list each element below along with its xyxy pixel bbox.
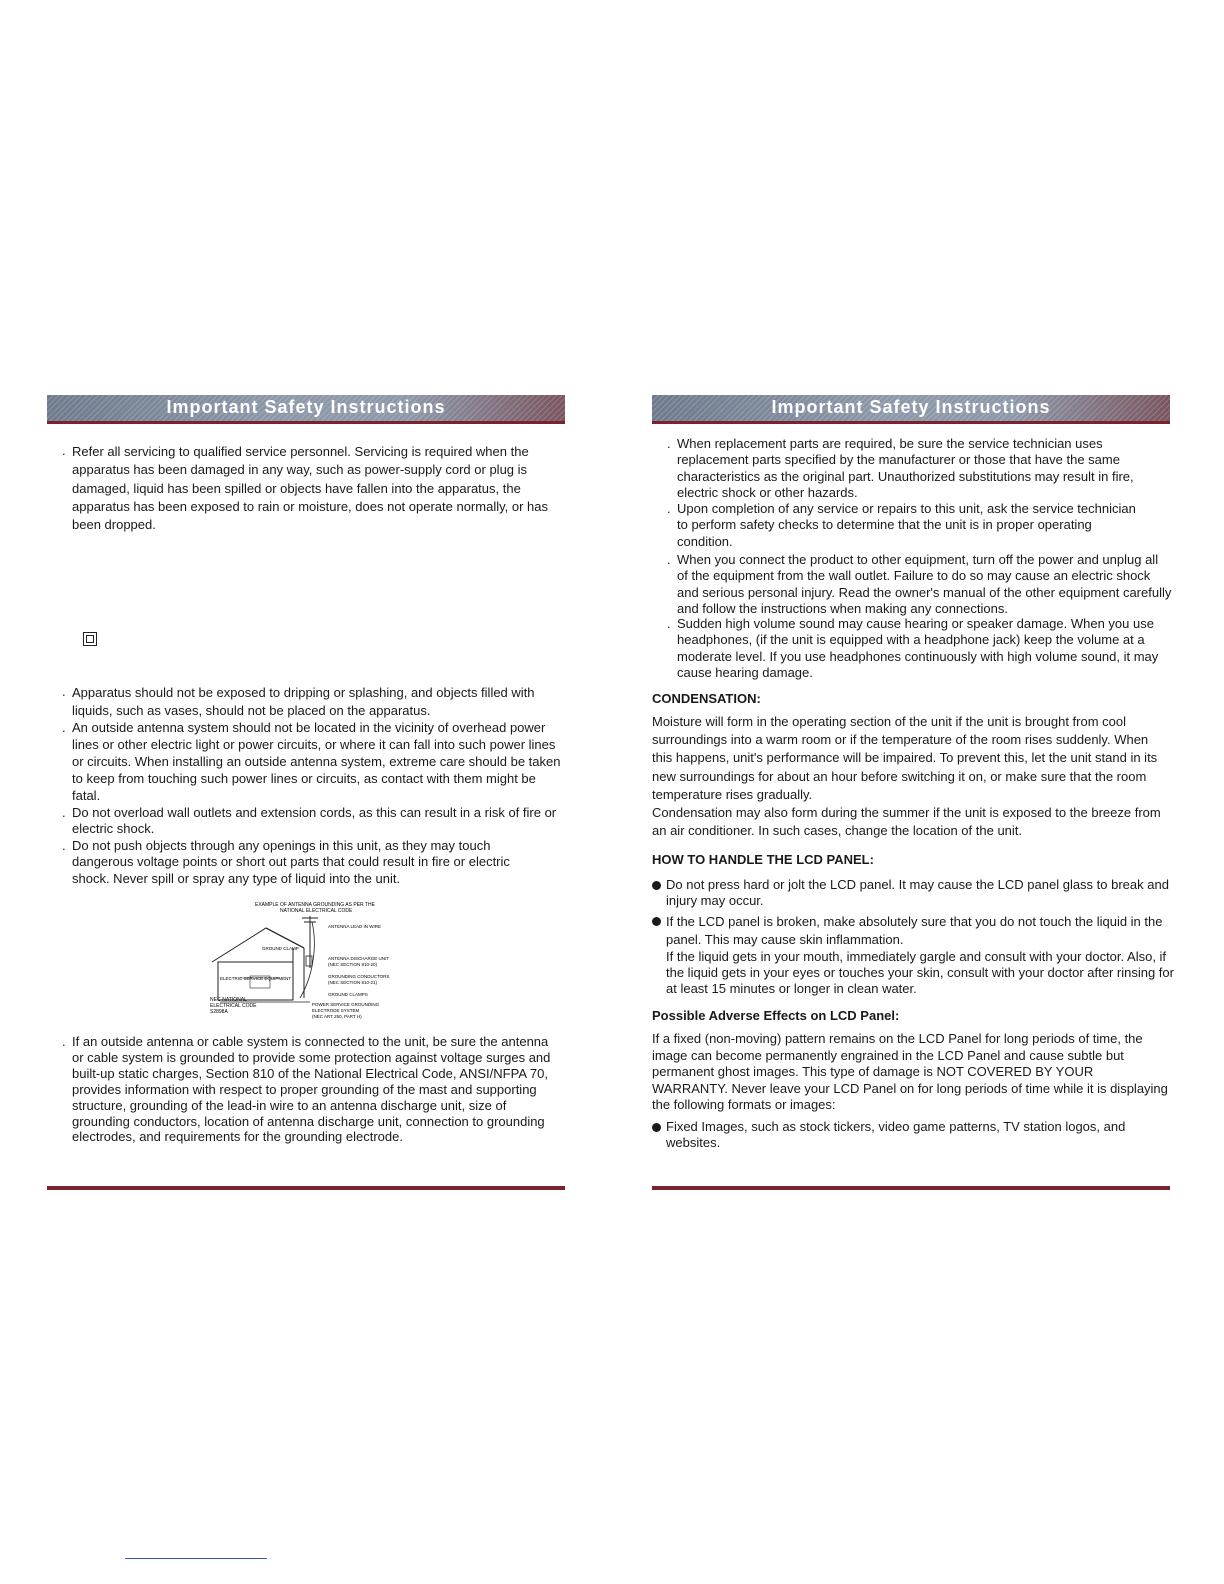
left-footer-bar <box>47 1186 565 1190</box>
condensation-heading: CONDENSATION: <box>652 691 761 706</box>
diagram-discharge-section: (NEC SECTION 810-20) <box>328 962 378 967</box>
diagram-discharge-unit: ANTENNA DISCHARGE UNIT <box>328 956 390 961</box>
condensation-paragraph-1: Moisture will form in the operating section of the unit if the unit is brought from cool surroundings into a warm room or if the temperature of the room rises suddenly. When this happens, unit's performance will be impaired. To prevent this, let the unit stand in its new surroundings for about an hour before switching it on, or make sure that the room temperature rises gradually. <box>652 714 1158 802</box>
diagram-power-line2: ELECTRODE SYSTEM <box>312 1008 360 1013</box>
diagram-power-line1: POWER SERVICE GROUNDING <box>312 1002 380 1007</box>
left-page <box>47 395 565 424</box>
right-header-bar <box>652 395 1170 424</box>
right-item-connect-equipment: . When you connect the product to other equipment, turn off the power and unplug all of the equipment from the wall outlet. Failure to do so may cause an electric shock and serious personal injury. Read the owner's manual of the other equipment carefully and follow the instructions when making any connections. <box>667 552 1172 616</box>
adverse-bullet-fixed-images: Fixed Images, such as stock tickers, video game patterns, TV station logos, and websites. <box>652 1119 1172 1152</box>
right-item-volume: . Sudden high volume sound may cause hearing or speaker damage. When you use headphones, (if the unit is equipped with a headphone jack) keep the volume at a moderate level. If you use headphones continuously with high volume sound, it may cause hearing damage. <box>667 616 1159 680</box>
right-footer-bar <box>652 1186 1170 1190</box>
right-item-replacement-parts: . When replacement parts are required, be sure the service technician uses replacement parts specified by the manufacturer or those that have the same characteristics as the original part. Unauthorized substitutions may result in fire, electric shock or other hazards. <box>667 436 1134 500</box>
bottom-rule <box>125 1558 267 1559</box>
lcd-heading: HOW TO HANDLE THE LCD PANEL: <box>652 852 874 867</box>
diagram-grounding-conductors: GROUNDING CONDUCTORS <box>328 974 390 979</box>
left-header-title: Important Safety Instructions <box>166 397 446 417</box>
left-item-openings: . Do not push objects through any openings in this unit, as they may touch dangerous voltage points or short out parts that could result in fire or electric shock. Never spill or spray any type of liquid into the unit. <box>62 838 510 886</box>
diagram-title-line1: EXAMPLE OF ANTENNA GROUNDING AS PER THE <box>255 902 375 908</box>
left-item-servicing: . Refer all servicing to qualified service personnel. Servicing is required when the apparatus has been damaged in any way, such as power-supply cord or plug is damaged, liquid has been spilled or objects have fallen into the apparatus, the apparatus has been exposed to rain or moisture, does not operate normally, or has been dropped. <box>62 443 548 533</box>
lcd-bullet-press: Do not press hard or jolt the LCD panel. It may cause the LCD panel glass to break and injury may occur. <box>652 877 1170 910</box>
left-item-overload: . Do not overload wall outlets and extension cords, as this can result in a risk of fire or electric shock. <box>62 805 557 837</box>
diagram-ground-clamps: GROUND CLAMPS <box>328 992 368 997</box>
house-wall <box>218 962 293 1000</box>
diagram-nec-line2: ELECTRICAL CODE <box>210 1003 257 1009</box>
diagram-title-line2: NATIONAL ELECTRICAL CODE <box>280 908 353 914</box>
left-item-grounding: . If an outside antenna or cable system is connected to the unit, be sure the antenna or cable system is grounded to provide some protection against voltage surges and built-up static charges, Section 810 of the National Electrical Code, ANSI/NFPA 70, provides information with respect to proper grounding of the mast and supporting structure, grounding of the lead-in wire to an antenna discharge unit, size of grounding conductors, location of antenna discharge unit, connection to grounding electrodes, and requirements for the grounding electrode. <box>62 1034 551 1145</box>
condensation-paragraph-2: Condensation may also form during the summer if the unit is exposed to the breeze from an air conditioner. In such cases, change the location of the unit. <box>652 805 1161 839</box>
left-item-dripping: . Apparatus should not be exposed to dripping or splashing, and objects filled with liquids, such as vases, should not be placed on the apparatus. <box>62 684 535 718</box>
adverse-paragraph: If a fixed (non-moving) pattern remains on the LCD Panel for long periods of time, the image can become permanently engrained in the LCD Panel and cause subtle but permanent ghost images. This type of damage is NOT COVERED BY YOUR WARRANTY. Never leave your LCD Panel on for long periods of time while it is displaying the following formats or images: <box>652 1031 1168 1112</box>
diagram-power-line3: (NEC ART 250, PART H) <box>312 1014 362 1019</box>
diagram-nec-line1: NEC-NATIONAL <box>210 997 247 1003</box>
discharge-unit-box <box>306 956 312 966</box>
double-insulation-icon <box>83 632 97 646</box>
left-item-antenna-powerlines: . An outside antenna system should not be located in the vicinity of overhead power lines or other electric light or power circuits, or where it can fall into such power lines or circuits. When installing an outside antenna system, extreme care should be taken to keep from touching such power lines or circuits, as contact with them might be fatal. <box>62 720 561 803</box>
house-roof <box>212 928 304 962</box>
lcd-liquid-paragraph: If the liquid gets in your mouth, immediately gargle and consult with your doctor. Also, if the liquid gets in your eyes or touches your skin, consult with your doctor after rinsing for at least 15 minutes or longer in clean water. <box>666 949 1174 997</box>
left-header-bar <box>47 395 565 424</box>
diagram-antenna-lead: ANTENNA LEAD IN WIRE <box>328 924 382 929</box>
right-page <box>652 395 1170 424</box>
lcd-bullet-broken: If the LCD panel is broken, make absolutely sure that you do not touch the liquid in the panel. This may cause skin inflammation. <box>652 913 1180 948</box>
adverse-heading: Possible Adverse Effects on LCD Panel: <box>652 1008 900 1023</box>
antenna-grounding-diagram <box>200 898 410 1028</box>
diagram-conductors-section: (NEC SECTION 810-21) <box>328 980 378 985</box>
diagram-nec-line3: S2898A <box>210 1009 228 1015</box>
diagram-service-equipment: ELECTRIC SERVICE EQUIPMENT <box>220 976 292 981</box>
right-header-title: Important Safety Instructions <box>771 397 1051 417</box>
right-item-safety-checks: . Upon completion of any service or repairs to this unit, ask the service technician to perform safety checks to determine that the unit is in proper operating condition. <box>667 501 1136 549</box>
diagram-ground-clamp: GROUND CLAMP <box>262 946 299 951</box>
